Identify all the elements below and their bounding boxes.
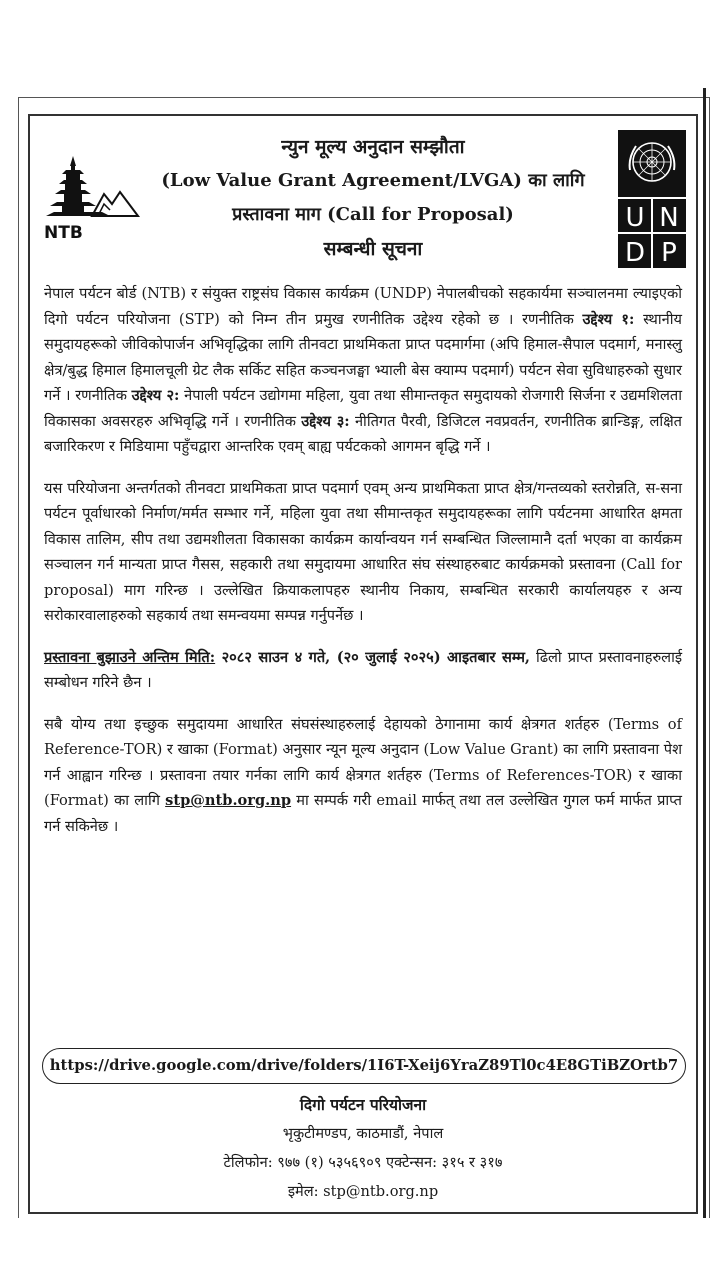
undp-letter-n: N [659,203,679,233]
title-line-1: न्युन मूल्य अनुदान सम्झौता [281,136,465,158]
deadline-date: २०८२ साउन ४ गते, (२० जुलाई २०२५) आइतबार सम्म, [215,648,531,666]
title-line-3-en: (Call for Proposal) [327,204,514,225]
contact-email-link[interactable]: stp@ntb.org.np [165,792,292,809]
title-line-4: सम्बन्धी सूचना [323,238,423,260]
undp-logo [618,130,686,268]
objective-1-text: स्थानीय समुदायहरूको जीविकोपार्जन अभिवृद्धिका लागि तीनवटा प्राथमिकता प्राप्त पदमार्गमा (अपि हिमाल-सैपाल पदमार्ग, मनास्लु क्षेत्र/बुद्ध हिमाल हिमालचूली ग्रेट लैक सर्किट सहित कञ्चनजङ्घा भ्याली बेस क्याम्प पदमार्ग) पर्यटन सेवा सुविधाहरुको सुधार गर्ने । रणनीतिक [44,310,682,404]
undp-letter-p: P [661,238,677,268]
deadline-label: प्रस्तावना बुझाउने अन्तिम मिति: [44,648,216,666]
contact-footer [30,1090,696,1206]
title-line-2-en: (Low Value Grant Agreement/LVGA) [161,170,522,191]
paragraph-deadline [44,645,682,696]
invitation-text-end: मा सम्पर्क गरी email मार्फत् तथा तल उल्लेखित गुगल फर्म मार्फत प्राप्त गर्न सकिनेछ । [44,792,682,835]
notice-body [44,281,682,855]
objective-3-text: नीतिगत पैरवी, डिजिटल नवप्रवर्तन, रणनीतिक ब्रान्डिङ्ग, लक्षित बजारिकरण र मिडियामा पहुँचद्वारा आन्तरिक एवम् बाह्य पर्यटकको आगमन बृद्धि गर्ने । [44,412,682,455]
page-edge-bar [703,88,706,1218]
notice-title [140,130,606,266]
title-line-3-np: प्रस्तावना माग [232,204,321,225]
paragraph-invitation [44,712,682,840]
footer-email: इमेल: stp@ntb.org.np [287,1183,439,1200]
objectives-intro: नेपाल पर्यटन बोर्ड (NTB) र संयुक्त राष्ट्रसंघ विकास कार्यक्रम (UNDP) नेपालबीचको सहकार्यमा सञ्चालनमा ल्याइएको दिगो पर्यटन परियोजना (STP) को निम्न तीन प्रमुख रणनीतिक उद्देश्य रहेको छ । रणनीतिक [44,285,682,328]
title-line-2-np: का लागि [528,170,585,191]
objective-1-label: उद्देश्य १: [582,310,635,328]
paragraph-objectives [44,281,682,460]
footer-address: भृकुटीमण्डप, काठमाडौं, नेपाल [282,1125,444,1142]
paragraph-scope: यस परियोजना अन्तर्गतको तीनवटा प्राथमिकता प्राप्त पदमार्ग एवम् अन्य प्राथमिकता प्राप्त क्षेत्र/गन्तव्यको स्तरोन्नति, स-सना पर्यटन पूर्वाधारको निर्माण/मर्मत सम्भार गर्ने, महिला युवा तथा सीमान्तकृत समुदायहरूका लागि पर्यटनमा आधारित क्षमता विकास तालिम, सीप तथा उद्यमशीलता विकासका कार्यक्रम कार्यान्वयन गर्न सम्बन्धित जिल्लामानै दर्ता भएका वा कार्यक्रम सञ्चालन गर्न मान्यता प्राप्त गैसस, सहकारी तथा समुदायमा आधारित संघ संस्थाहरुबाट कार्यक्रमको प्रस्तावना (Call for proposal) माग गरिन्छ । उल्लेखित क्रियाकलापहरु स्थानीय निकाय, सम्बन्धित सरकारी कार्यालयहरु र अन्य सरोकारवालाहरुको सहकार्य तथा समन्वयमा सम्पन्न गर्नुपर्नेछ । [44,479,682,624]
invitation-text: सबै योग्य तथा इच्छुक समुदायमा आधारित संघसंस्थाहरुलाई देहायको ठेगानामा कार्य क्षेत्रगत शर्तहरु (Terms of Reference-TOR) र खाका (Format) अनुसार न्यून मूल्य अनुदान (Low Value Grant) का लागि प्रस्तावना पेश गर्न आह्वान गरिन्छ । प्रस्तावना तयार गर्नका लागि कार्य क्षेत्रगत शर्तहरु (Terms of References-TOR) र खाका (Format) का लागि [44,715,682,809]
footer-phone: टेलिफोन: ९७७ (१) ५३५६९०९ एक्टेन्सन: ३१५ र ३१७ [223,1154,503,1171]
undp-letter-u: U [625,203,645,233]
ntb-logo [40,154,140,244]
objective-3-label: उद्देश्य ३: [301,412,350,430]
undp-letter-d: D [624,238,646,268]
google-drive-link[interactable]: https://drive.google.com/drive/folders/1I6T-Xeij6YraZ89Tl0c4E8GTiBZOrtb7 [42,1048,686,1084]
deadline-note: ढिलो प्राप्त प्रस्तावनाहरुलाई सम्बोधन गरिने छैन । [44,648,683,691]
objective-2-text: नेपाली पर्यटन उद्योगमा महिला, युवा तथा सीमान्तकृत समुदायको रोजगारी सिर्जना र उद्यमशिलता विकासका अवसरहरु अभिवृद्धि गर्ने । रणनीतिक [44,387,682,430]
notice-box [28,114,698,1214]
ntb-logo-text: NTB [44,223,83,243]
objective-2-label: उद्देश्य २: [131,387,180,404]
footer-org: दिगो पर्यटन परियोजना [299,1095,427,1114]
notice-header [30,116,696,276]
